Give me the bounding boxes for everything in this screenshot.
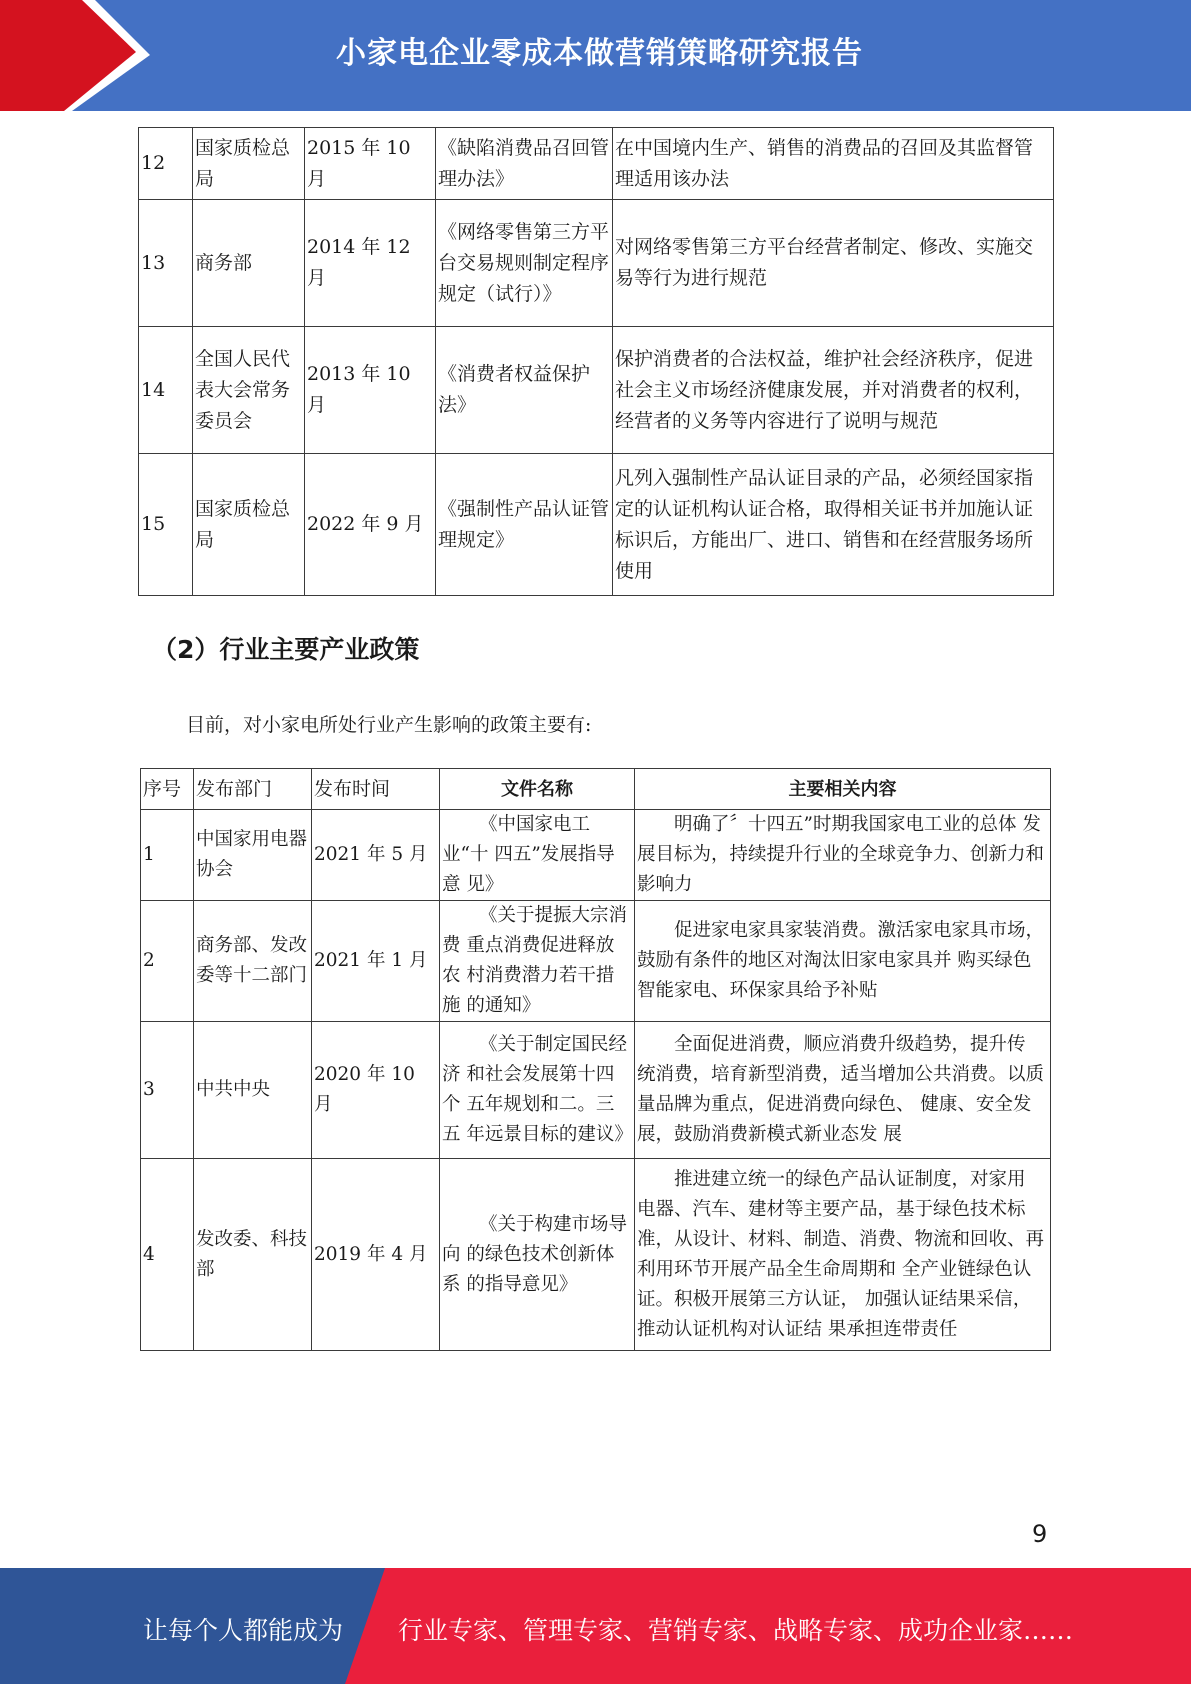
table-row (141, 901, 1051, 1022)
issuing-department: 中国家用电器协会 (194, 810, 312, 901)
intro-paragraph: 目前，对小家电所处行业产生影响的政策主要有: (186, 714, 592, 736)
document-summary: 在中国境内生产、销售的消费品的召回及其监督管理适用该办法 (613, 128, 1054, 200)
issue-date: 2015 年 10 月 (305, 128, 436, 200)
footer-slogan-roles: 行业专家、管理专家、营销专家、战略专家、成功企业家…… (398, 1616, 1074, 1645)
document-title: 《关于提振大宗消费 重点消费促进释放农 村消费潜力若干措施 的通知》 (440, 901, 635, 1022)
row-number: 4 (141, 1159, 194, 1351)
issuing-department: 国家质检总局 (193, 454, 305, 596)
document-title: 《缺陷消费品召回管理办法》 (436, 128, 613, 200)
column-header-date: 发布时间 (312, 769, 440, 810)
issuing-department: 中共中央 (194, 1022, 312, 1159)
header-title: 小家电企业零成本做营销策略研究报告 (336, 36, 863, 71)
row-number: 1 (141, 810, 194, 901)
table-row (141, 810, 1051, 901)
table-row (141, 1022, 1051, 1159)
row-number: 14 (139, 327, 193, 454)
issuing-department: 商务部、发改委等十二部门 (194, 901, 312, 1022)
document-summary: 凡列入强制性产品认证目录的产品，必须经国家指定的认证机构认证合格，取得相关证书并加施认证标识后，方能出厂、进口、销售和在经营服务场所使用 (613, 454, 1054, 596)
section-heading: （2）行业主要产业政策 (152, 635, 420, 664)
column-header-document: 文件名称 (440, 769, 635, 810)
row-number: 3 (141, 1022, 194, 1159)
table-header-row (141, 769, 1051, 810)
document-summary: 保护消费者的合法权益，维护社会经济秩序，促进社会主义市场经济健康发展，并对消费者的权利，经营者的义务等内容进行了说明与规范 (613, 327, 1054, 454)
row-number: 13 (139, 200, 193, 327)
issue-date: 2019 年 4 月 (312, 1159, 440, 1351)
table-row (139, 200, 1054, 327)
document-summary: 对网络零售第三方平台经营者制定、修改、实施交易等行为进行规范 (613, 200, 1054, 327)
issuing-department: 发改委、科技部 (194, 1159, 312, 1351)
issuing-department: 商务部 (193, 200, 305, 327)
column-header-department: 发布部门 (194, 769, 312, 810)
table-row (139, 327, 1054, 454)
document-title: 《关于构建市场导向 的绿色技术创新体系 的指导意见》 (440, 1159, 635, 1351)
document-summary: 全面促进消费，顺应消费升级趋势，提升传 统消费，培育新型消费，适当增加公共消费。以质量品牌为重点，促进消费向绿色、 健康、安全发展，鼓励消费新模式新业态发 展 (635, 1022, 1051, 1159)
document-title: 《网络零售第三方平台交易规则制定程序规定（试行）》 (436, 200, 613, 327)
table-row (139, 454, 1054, 596)
issue-date: 2021 年 5 月 (312, 810, 440, 901)
document-title: 《强制性产品认证管理规定》 (436, 454, 613, 596)
document-title: 《消费者权益保护法》 (436, 327, 613, 454)
footer-slogan-lead: 让每个人都能成为 (143, 1616, 344, 1645)
page-footer (0, 1568, 1191, 1684)
regulations-table (138, 127, 1054, 596)
document-title: 《中国家电工业“十 四五”发展指导意 见》 (440, 810, 635, 901)
header-arrow-icon (0, 0, 160, 111)
industry-policy-table (140, 768, 1051, 1351)
row-number: 15 (139, 454, 193, 596)
document-summary: 促进家电家具家装消费。激活家电家具市场，鼓励有条件的地区对淘汰旧家电家具并 购买绿色智能家电、环保家具给予补贴 (635, 901, 1051, 1022)
table-row (141, 1159, 1051, 1351)
column-header-content: 主要相关内容 (635, 769, 1051, 810)
document-summary: 推进建立统一的绿色产品认证制度，对家用 电器、汽车、建材等主要产品，基于绿色技术标准，从设计、材料、制造、消费、物流和回收、再利用环节开展产品全生命周期和 全产业链绿色认证。积极开展第三方认证， 加强认证结果采信，推动认证机构对认证结 果承担连带责任 (635, 1159, 1051, 1351)
row-number: 12 (139, 128, 193, 200)
issue-date: 2014 年 12 月 (305, 200, 436, 327)
document-title: 《关于制定国民经济 和社会发展第十四个 五年规划和二。三五 年远景目标的建议》 (440, 1022, 635, 1159)
document-summary: 明确了〞十四五”时期我国家电工业的总体 发展目标为，持续提升行业的全球竞争力、创新力和影响力 (635, 810, 1051, 901)
issue-date: 2020 年 10 月 (312, 1022, 440, 1159)
table-row (139, 128, 1054, 200)
issuing-department: 全国人民代表大会常务委员会 (193, 327, 305, 454)
column-header-number: 序号 (141, 769, 194, 810)
page-number: 9 (1032, 1520, 1048, 1548)
issue-date: 2022 年 9 月 (305, 454, 436, 596)
issuing-department: 国家质检总局 (193, 128, 305, 200)
issue-date: 2021 年 1 月 (312, 901, 440, 1022)
page-header (0, 0, 1191, 111)
issue-date: 2013 年 10 月 (305, 327, 436, 454)
row-number: 2 (141, 901, 194, 1022)
